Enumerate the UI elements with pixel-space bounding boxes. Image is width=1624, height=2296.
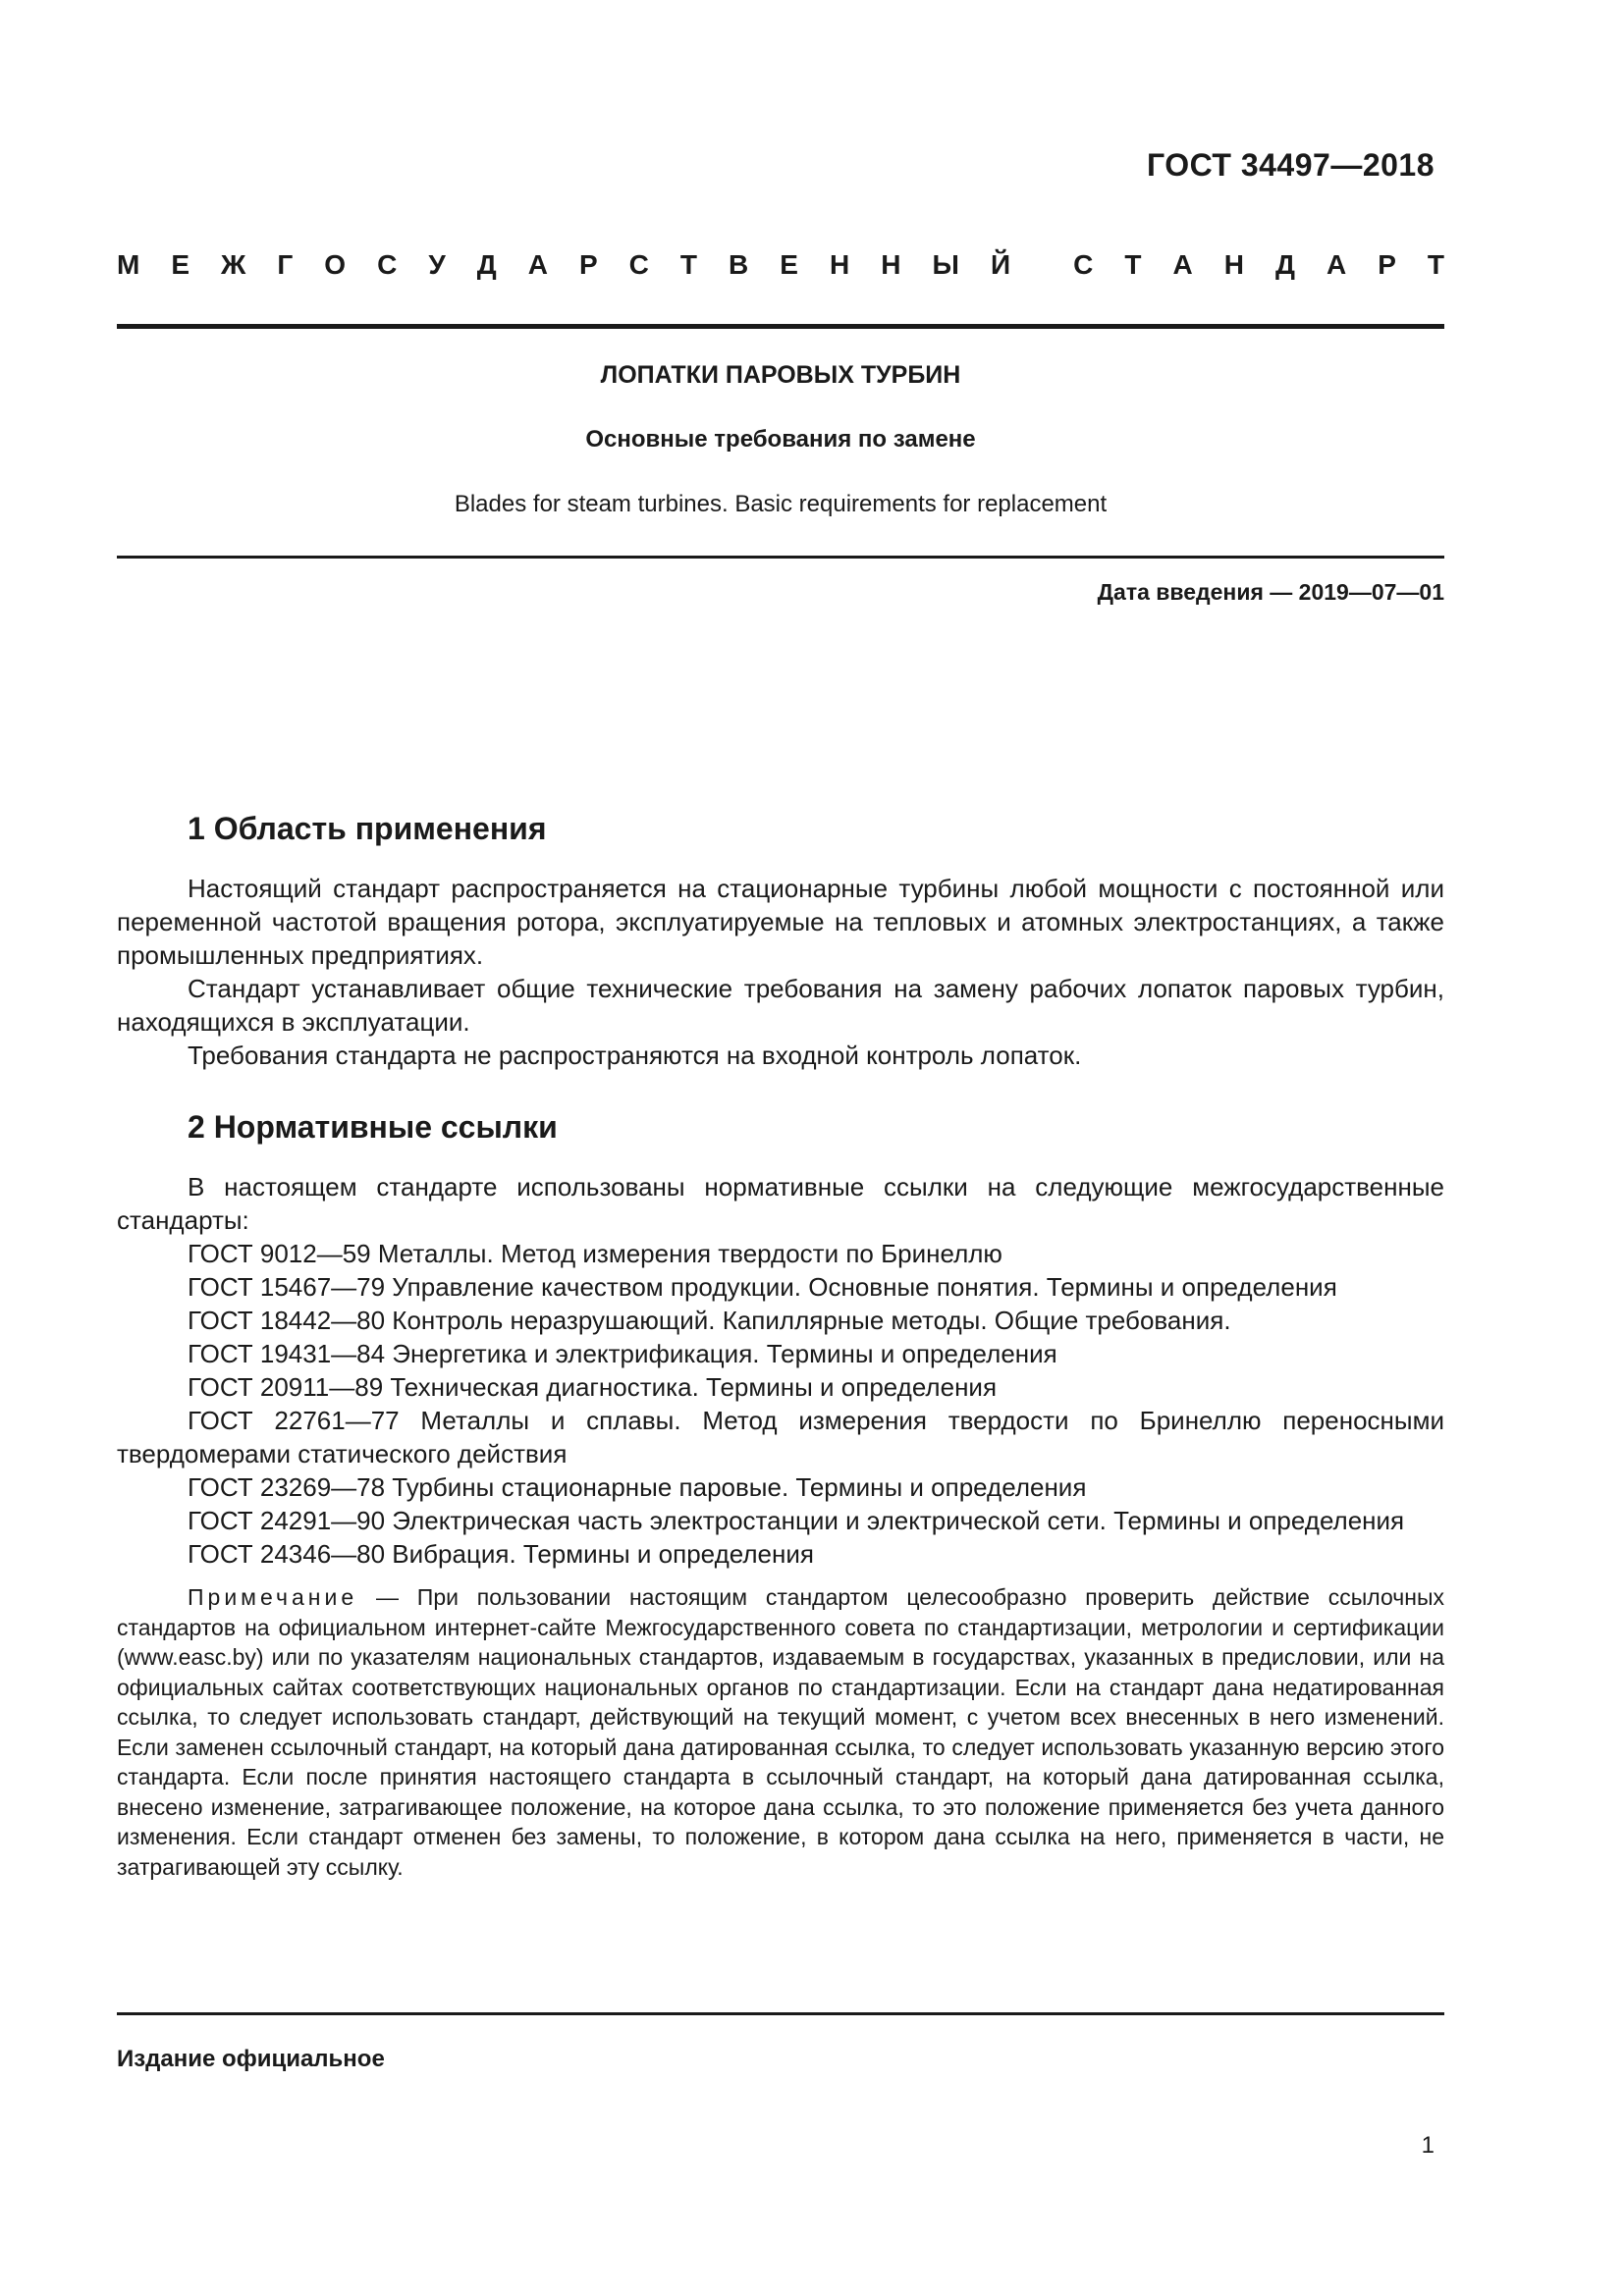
- banner-letter: В: [729, 249, 749, 280]
- banner-letter: Г: [277, 249, 294, 280]
- document-title: ЛОПАТКИ ПАРОВЫХ ТУРБИН: [600, 361, 961, 389]
- interstate-standard-banner: [117, 249, 1444, 281]
- reference-item: ГОСТ 19431—84 Энергетика и электрификация. Термины и определения: [188, 1339, 1057, 1368]
- banner-letter: С: [1073, 249, 1094, 280]
- banner-letter: Н: [1223, 249, 1244, 280]
- banner-letter: Е: [780, 249, 798, 280]
- scope-paragraph: Требования стандарта не распространяются на входной контроль лопаток.: [188, 1041, 1082, 1070]
- banner-letter: А: [1172, 249, 1193, 280]
- page-number: 1: [1421, 2132, 1435, 2159]
- note-text: — При пользовании настоящим стандартом целесообразно проверить действие ссылочных стандартов на официальном интернет-сайте Межгосударственного совета по стандартизации, метрологии и сертификации (www.easc.by) или по указателям национальных стандартов, издаваемым в государствах, указанных в предисловии, или на официальных сайтах соответствующих национальных органов по стандартизации. Если на стандарт дана недатированная ссылка, то следует использовать стандарт, действующий на текущий момент, с учетом всех внесенных в него изменений. Если заменен ссылочный стандарт, на который дана датированная ссылка, то следует использовать указанную версию этого стандарта. Если после принятия настоящего стандарта в ссылочный стандарт, на который дана датированная ссылка, внесено изменение, затрагивающее положение, на которое дана ссылка, то это положение применяется без учета данного изменения. Если стандарт отменен без замены, то положение, в котором дана ссылка на него, применяется в части, не затрагивающей эту ссылку.: [117, 1584, 1444, 1880]
- section-heading-references: 2 Нормативные ссылки: [188, 1109, 558, 1145]
- banner-letter: Н: [830, 249, 850, 280]
- scope-paragraph: Настоящий стандарт распространяется на стационарные турбины любой мощности с постоянной или переменной частотой вращения ротора, эксплуатируемые на тепловых и атомных электростанциях, а также промышленных предприятиях.: [117, 874, 1444, 970]
- header-divider: [117, 324, 1444, 329]
- document-body: [117, 809, 1444, 1882]
- banner-letter: Д: [1274, 249, 1295, 280]
- banner-letter: Н: [881, 249, 901, 280]
- title-divider: [117, 556, 1444, 559]
- reference-item: ГОСТ 24346—80 Вибрация. Термины и определения: [188, 1539, 814, 1569]
- banner-letter: Е: [171, 249, 190, 280]
- scope-paragraph: Стандарт устанавливает общие технические требования на замену рабочих лопаток паровых турбин, находящихся в эксплуатации.: [117, 974, 1444, 1037]
- banner-letter: А: [527, 249, 548, 280]
- banner-letter: Ы: [932, 249, 959, 280]
- references-intro: В настоящем стандарте использованы нормативные ссылки на следующие межгосударственные стандарты:: [117, 1172, 1444, 1235]
- references-note: [117, 1582, 1444, 1882]
- banner-letter: Т: [1124, 249, 1142, 280]
- banner-letter: Й: [990, 249, 1011, 280]
- banner-letter: Ж: [221, 249, 246, 280]
- reference-item: ГОСТ 9012—59 Металлы. Метод измерения твердости по Бринеллю: [188, 1239, 1002, 1268]
- banner-letter: М: [117, 249, 140, 280]
- reference-item: ГОСТ 22761—77 Металлы и сплавы. Метод измерения твердости по Бринеллю переносными твердомерами статического действия: [117, 1406, 1444, 1468]
- banner-letter: Т: [679, 249, 698, 280]
- note-label: Примечание: [188, 1584, 358, 1610]
- reference-item: ГОСТ 18442—80 Контроль неразрушающий. Капиллярные методы. Общие требования.: [188, 1306, 1231, 1335]
- banner-letter: О: [324, 249, 347, 280]
- banner-letter: Т: [1427, 249, 1444, 280]
- banner-letter: С: [377, 249, 398, 280]
- reference-item: ГОСТ 20911—89 Техническая диагностика. Термины и определения: [188, 1372, 998, 1402]
- reference-item: ГОСТ 23269—78 Турбины стационарные паровые. Термины и определения: [188, 1472, 1087, 1502]
- banner-letter: С: [628, 249, 649, 280]
- standard-number: ГОСТ 34497—2018: [1146, 147, 1435, 183]
- document-subtitle: Основные требования по замене: [585, 426, 976, 453]
- banner-letter: У: [428, 249, 446, 280]
- section-heading-scope: 1 Область применения: [188, 811, 547, 846]
- official-edition-label: Издание официальное: [117, 2046, 385, 2072]
- introduction-date: Дата введения — 2019—07—01: [1097, 579, 1444, 605]
- document-title-english: Blades for steam turbines. Basic requirements for replacement: [454, 491, 1108, 517]
- banner-letter: А: [1326, 249, 1347, 280]
- reference-item: ГОСТ 15467—79 Управление качеством продукции. Основные понятия. Термины и определения: [188, 1272, 1337, 1302]
- reference-item: ГОСТ 24291—90 Электрическая часть электростанции и электрической сети. Термины и определения: [188, 1506, 1405, 1535]
- footer-divider: [117, 2012, 1444, 2015]
- banner-letter: Р: [1378, 249, 1396, 280]
- banner-letter: Д: [476, 249, 497, 280]
- banner-letter: Р: [578, 249, 598, 280]
